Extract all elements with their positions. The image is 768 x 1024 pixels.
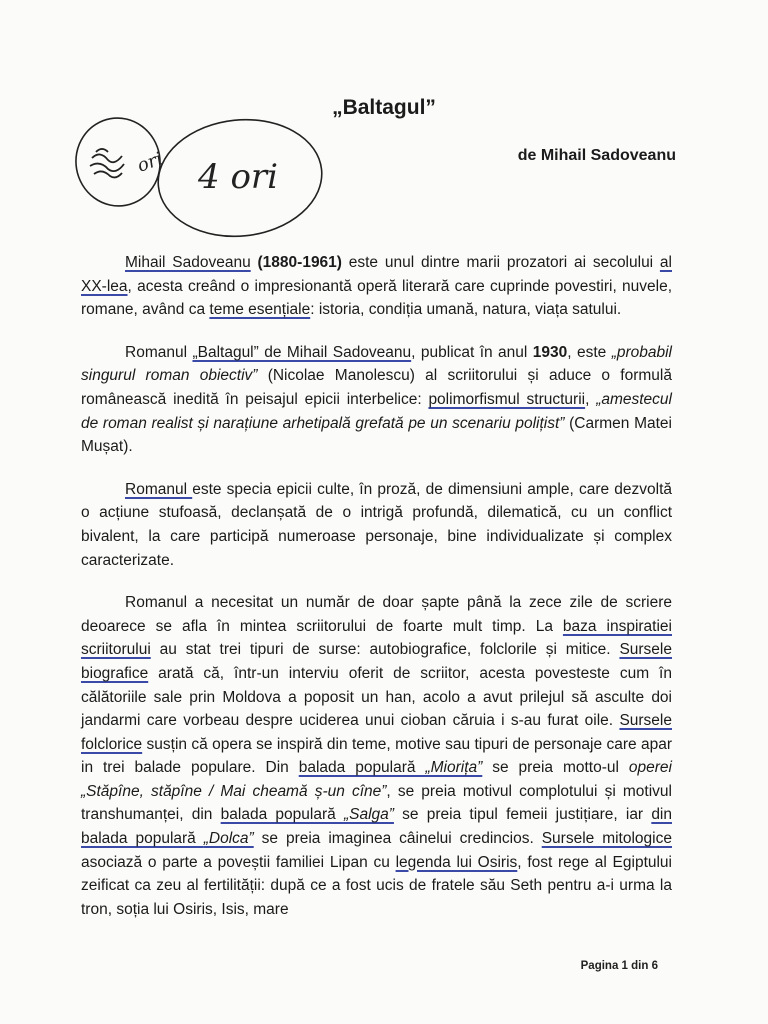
osiris-legend: legenda lui Osiris bbox=[395, 853, 518, 871]
annotation-small-text: ori bbox=[134, 148, 166, 177]
motto-quote: operei „Stăpîne, stăpîne / Mai cheamă ș-un cîne” bbox=[81, 759, 672, 800]
text-run: Romanul a necesitat un număr de doar șapte până la zece zile de scriere deoarece se afla în mintea scriitorului de foarte mult timp. La bbox=[81, 594, 672, 635]
author-years: (1880-1961) bbox=[257, 254, 342, 271]
quote-manolescu: „probabil singurul roman obiectiv” bbox=[81, 343, 672, 385]
ballad-salga bbox=[221, 806, 394, 823]
text-run: se preia imaginea câinelui credincios. bbox=[253, 830, 542, 848]
paragraph-novel bbox=[81, 341, 672, 459]
text-run: arată că, într-un interviu oferit de scriitor, acesta povesteste cum în călătoriile sale prin Moldova a poposit un han, acolo a avut prilejul să asculte doi jandarmi care vorbeau despre uciderea unui cioban căruia i s-au furat oile. bbox=[81, 664, 672, 730]
century: al XX-lea bbox=[81, 254, 672, 295]
document-title: „Baltagul” bbox=[332, 96, 436, 119]
paragraph-definition bbox=[81, 478, 672, 572]
footer-prefix: Pagina bbox=[580, 960, 622, 972]
term-roman: Romanul bbox=[125, 480, 193, 498]
text-run: , bbox=[585, 390, 597, 408]
ballad-title: „Miorița” bbox=[425, 759, 483, 777]
paragraph-sources bbox=[81, 591, 672, 921]
page-footer bbox=[581, 960, 658, 972]
novel-title: „Baltagul” de Mihail Sadoveanu bbox=[192, 343, 412, 361]
text-run: este specia epicii culte, în proză, de dimensiuni ample, care dezvoltă o acțiune stufoasă, declanșată de o intrigă profundă, dilematică, cu un conflict bivalent, la care participă numeroase personaje, bine individualizate și complex caracterizate. bbox=[81, 480, 672, 569]
quote-musat: „amestecul de roman realist și narațiune arhetipală grefată pe un scenariu polițist” bbox=[81, 390, 672, 432]
text-run: balada populară bbox=[298, 759, 426, 777]
text-run: balada populară bbox=[220, 806, 344, 824]
ballad-title: „Dolca” bbox=[203, 830, 254, 848]
text-run: Romanul bbox=[125, 343, 193, 361]
biographic-sources: Sursele biografice bbox=[81, 641, 672, 682]
text-run: asociază o parte a poveștii familiei Lipan cu bbox=[81, 853, 396, 871]
publication-year: 1930 bbox=[532, 343, 568, 361]
inspiration-basis: baza inspiratiei scriitorului bbox=[81, 617, 672, 659]
annotation-drawing bbox=[70, 100, 330, 240]
text-run: , se preia motivul complotului și motivul transhumanței, din bbox=[81, 782, 672, 824]
text-run: , publicat în anul bbox=[411, 343, 533, 361]
ballad-miorita bbox=[299, 759, 483, 776]
text-run: , este bbox=[567, 343, 612, 361]
page-total: 6 bbox=[651, 960, 658, 972]
author-name: Mihail Sadoveanu bbox=[125, 254, 251, 271]
page-number: 1 bbox=[621, 960, 628, 972]
text-run: se preia tipul femeii justițiare, iar bbox=[393, 806, 652, 824]
text-run: (Nicolae Manolescu) al scriitorului și aduce o formulă românească inedită în peisajul epicii interbelice: bbox=[81, 367, 672, 408]
polymorphism: polimorfismul structurii bbox=[428, 390, 586, 408]
annotation-main-text: 4 ori bbox=[198, 157, 279, 197]
text-run: , acesta creând o impresionantă operă literară care cuprinde povestiri, nuvele, romane, având ca bbox=[81, 277, 672, 319]
text-run: se preia motto-ul bbox=[482, 759, 629, 777]
footer-mid: din bbox=[627, 960, 652, 972]
mythological-sources: Sursele mitologice bbox=[541, 830, 672, 848]
text-run: este unul dintre marii prozatori ai secolului bbox=[341, 254, 660, 271]
ballad-title: „Salga” bbox=[343, 806, 394, 824]
folk-sources: Sursele folclorice bbox=[81, 712, 672, 753]
handwritten-annotation bbox=[70, 100, 330, 245]
document-body bbox=[81, 251, 672, 940]
text-run: din balada populară bbox=[81, 806, 672, 848]
essential-themes: teme esențiale bbox=[209, 301, 311, 319]
text-run: , fost rege al Egiptului zeificat ca zeu al fertilității: după ce a fost ucis de fratele său Seth pentru a-i urma la tron, soția lui Osiris, Isis, mare bbox=[81, 853, 672, 918]
text-run: : istoria, condiția umană, natura, viața satului. bbox=[310, 301, 622, 319]
text-run: (Carmen Matei Mușat). bbox=[81, 414, 672, 456]
text-run: au stat trei tipuri de surse: autobiografice, folclorile și mitice. bbox=[150, 641, 620, 659]
paragraph-intro bbox=[81, 251, 672, 322]
document-author: de Mihail Sadoveanu bbox=[517, 147, 676, 164]
text-run: susțin că opera se inspiră din teme, motive sau tipuri de personaje care apar in trei balade populare. Din bbox=[81, 735, 672, 777]
